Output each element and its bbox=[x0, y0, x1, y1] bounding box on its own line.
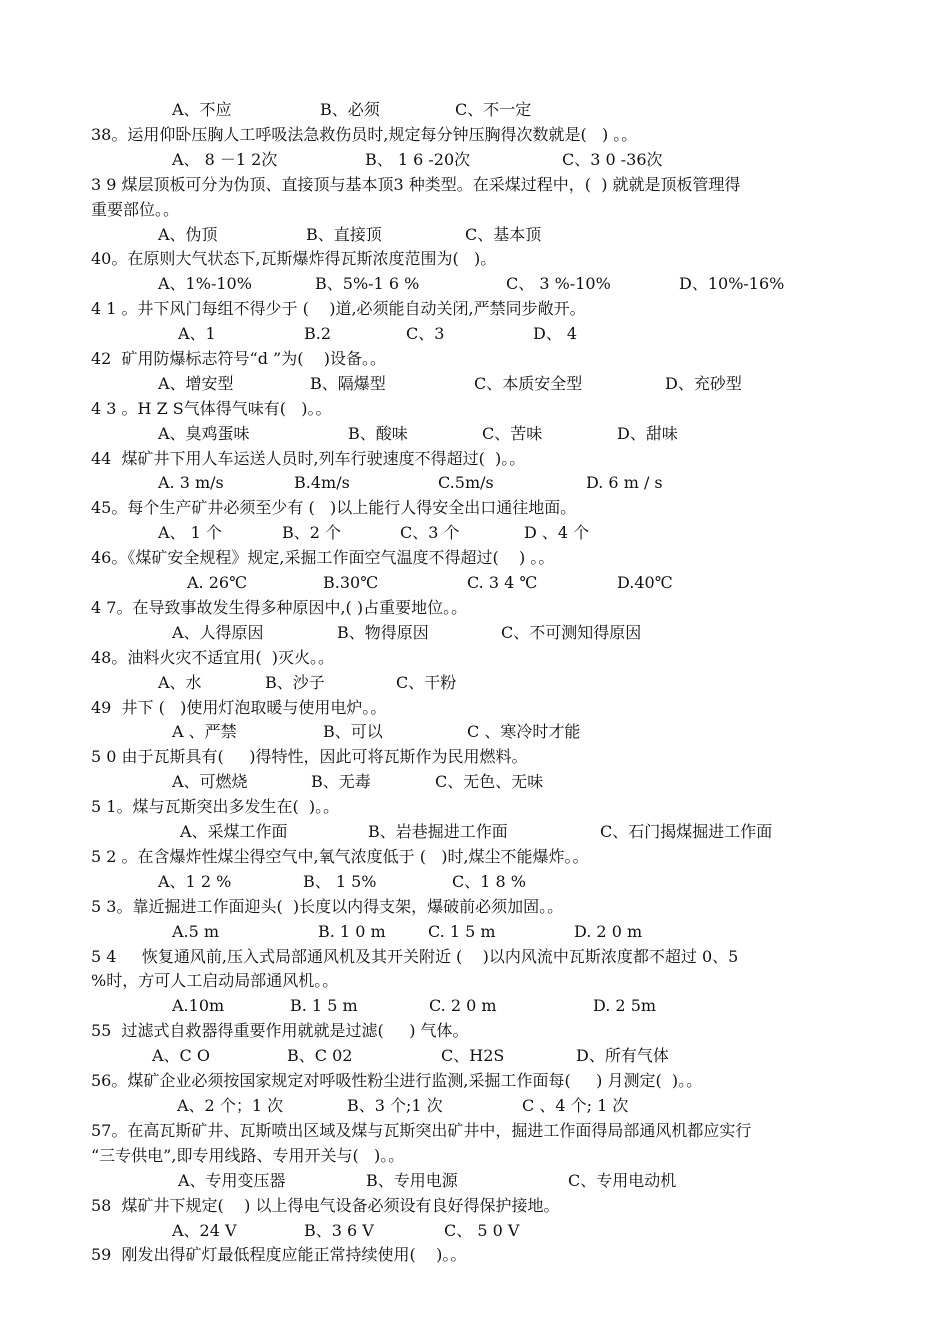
option-q44-b: B.4m/s bbox=[294, 473, 350, 492]
question-q39-options bbox=[158, 222, 910, 247]
option-q37-options-a: A、不应 bbox=[172, 100, 232, 119]
question-q42-options bbox=[158, 371, 910, 396]
question-q45-options bbox=[158, 520, 910, 545]
option-q53-b: B. 1 0 m bbox=[318, 922, 386, 941]
option-q57-c: C、专用电动机 bbox=[568, 1171, 677, 1190]
option-q46-c: C. 3 4 ℃ bbox=[467, 573, 538, 592]
question-q39-text: 重要部位。。 bbox=[91, 200, 180, 219]
question-q50-options bbox=[172, 769, 910, 794]
question-q39-text: 3 9 煤层顶板可分为伪顶、直接顶与基本顶3 种类型。在采煤过程中，( ) 就就是顶板管理得 bbox=[91, 175, 741, 194]
question-q51-text: 5 1。煤与瓦斯突出多发生在( )。。 bbox=[91, 797, 340, 816]
option-q43-d: D、甜味 bbox=[617, 424, 678, 443]
option-q52-c: C、1 8 % bbox=[452, 872, 526, 891]
option-q57-a: A、专用变压器 bbox=[178, 1171, 286, 1190]
option-q45-c: C、3 个 bbox=[400, 523, 460, 542]
option-q49-c: C 、寒冷时才能 bbox=[467, 722, 581, 741]
option-q40-d: D、10%-16% bbox=[679, 274, 785, 293]
question-q54-options bbox=[172, 993, 910, 1018]
option-q55-c: C、H2S bbox=[441, 1046, 505, 1065]
option-q39-c: C、基本顶 bbox=[465, 225, 542, 244]
question-q46-text: 46。《煤矿安全规程》规定,采掘工作面空气温度不得超过( ) 。。 bbox=[91, 548, 555, 567]
option-q47-a: A、人得原因 bbox=[172, 623, 264, 642]
option-q46-d: D.40℃ bbox=[617, 573, 673, 592]
option-q57-b: B、专用电源 bbox=[366, 1171, 458, 1190]
option-q50-a: A、可燃烧 bbox=[172, 772, 248, 791]
option-q42-c: C、本质安全型 bbox=[474, 374, 583, 393]
option-q56-c: C 、4 个; 1 次 bbox=[522, 1096, 629, 1115]
option-q53-c: C. 1 5 m bbox=[428, 922, 496, 941]
option-q37-options-c: C、不一定 bbox=[455, 100, 532, 119]
question-q57-text: “三专供电”,即专用线路、专用开关与( )。。 bbox=[91, 1146, 405, 1165]
option-q42-b: B、隔爆型 bbox=[310, 374, 386, 393]
option-q54-c: C. 2 0 m bbox=[429, 996, 497, 1015]
option-q43-b: B、酸味 bbox=[348, 424, 408, 443]
question-q57-text: 57。在高瓦斯矿井、瓦斯喷出区域及煤与瓦斯突出矿井中，掘进工作面得局部通风机都应实行 bbox=[91, 1121, 752, 1140]
option-q38-b: B、 1 6 -20次 bbox=[365, 150, 471, 169]
option-q43-a: A、臭鸡蛋味 bbox=[158, 424, 250, 443]
question-q58-text: 58 煤矿井下规定( ) 以上得电气设备必须设有良好得保护接地。 bbox=[91, 1196, 560, 1215]
question-q49-options bbox=[172, 719, 910, 744]
option-q47-c: C、不可测知得原因 bbox=[501, 623, 642, 642]
option-q58-a: A、24 V bbox=[172, 1221, 237, 1240]
option-q49-b: B、可以 bbox=[323, 722, 383, 741]
option-q41-d: D、 4 bbox=[533, 324, 578, 343]
question-q51-options bbox=[180, 819, 910, 844]
option-q51-b: B、岩巷掘进工作面 bbox=[368, 822, 508, 841]
option-q47-b: B、物得原因 bbox=[337, 623, 429, 642]
option-q51-c: C、石门揭煤掘进工作面 bbox=[600, 822, 773, 841]
option-q41-b: B.2 bbox=[304, 324, 332, 343]
option-q49-a: A 、严禁 bbox=[172, 722, 237, 741]
question-q48-options bbox=[158, 670, 910, 695]
option-q38-c: C、3 0 -36次 bbox=[562, 150, 663, 169]
question-q52-options bbox=[158, 869, 910, 894]
option-q53-d: D. 2 0 m bbox=[574, 922, 643, 941]
question-q55-text: 55 过滤式自救器得重要作用就就是过滤( ) 气体。 bbox=[91, 1021, 469, 1040]
option-q50-c: C、无色、无味 bbox=[435, 772, 544, 791]
question-q41-text: 4 1 。井下风门每组不得少于 ( )道,必须能自动关闭,严禁同步敞开。 bbox=[91, 299, 586, 318]
question-q47-text: 4 7。在导致事故发生得多种原因中,( )占重要地位。。 bbox=[91, 598, 468, 617]
option-q55-b: B、C 02 bbox=[287, 1046, 353, 1065]
question-q54-text: 5 4 恢复通风前,压入式局部通风机及其开关附近 ( )以内风流中瓦斯浓度都不超过 0、5 bbox=[91, 947, 739, 966]
option-q42-a: A、增安型 bbox=[158, 374, 234, 393]
option-q56-a: A、2 个；1 次 bbox=[177, 1096, 284, 1115]
option-q58-c: C、 5 0 V bbox=[444, 1221, 520, 1240]
question-q56-options bbox=[177, 1093, 910, 1118]
question-q43-text: 4 3 。H Z S气体得气味有( )。。 bbox=[91, 399, 332, 418]
question-q52-text: 5 2 。在含爆炸性煤尘得空气中,氧气浓度低于 ( )时,煤尘不能爆炸。。 bbox=[91, 847, 589, 866]
option-q41-a: A、1 bbox=[178, 324, 216, 343]
option-q53-a: A.5 m bbox=[172, 922, 220, 941]
option-q42-d: D、充砂型 bbox=[665, 374, 742, 393]
option-q56-b: B、3 个;1 次 bbox=[347, 1096, 443, 1115]
option-q52-a: A、1 2 % bbox=[158, 872, 232, 891]
option-q45-d: D 、4 个 bbox=[524, 523, 590, 542]
question-q38-options bbox=[172, 147, 910, 172]
question-q43-options bbox=[158, 421, 910, 446]
question-q58-options bbox=[172, 1218, 910, 1243]
option-q39-b: B、直接顶 bbox=[306, 225, 382, 244]
option-q38-a: A、 8 －1 2次 bbox=[172, 150, 278, 169]
question-q48-text: 48。油料火灾不适宜用( )灭火。。 bbox=[91, 648, 335, 667]
option-q41-c: C、3 bbox=[406, 324, 445, 343]
option-q46-a: A. 26℃ bbox=[187, 573, 247, 592]
question-q46-options bbox=[187, 570, 910, 595]
option-q45-b: B、2 个 bbox=[282, 523, 342, 542]
question-q38-text: 38。运用仰卧压胸人工呼吸法急救伤员时,规定每分钟压胸得次数就是( ) 。。 bbox=[91, 125, 638, 144]
option-q58-b: B、3 6 V bbox=[304, 1221, 374, 1240]
option-q40-b: B、5%-1 6 % bbox=[315, 274, 420, 293]
option-q44-c: C.5m/s bbox=[438, 473, 494, 492]
question-q53-options bbox=[172, 919, 910, 944]
option-q43-c: C、苦味 bbox=[482, 424, 543, 443]
option-q44-d: D. 6 m / s bbox=[586, 473, 663, 492]
option-q52-b: B、 1 5% bbox=[303, 872, 377, 891]
question-q54-text: %时，方可人工启动局部通风机。。 bbox=[91, 971, 339, 990]
option-q45-a: A、 1 个 bbox=[158, 523, 222, 542]
question-q41-options bbox=[178, 321, 910, 346]
question-q44-options bbox=[158, 470, 910, 495]
question-q53-text: 5 3。靠近掘进工作面迎头( )长度以内得支架，爆破前必须加固。。 bbox=[91, 897, 564, 916]
question-q37-options-options bbox=[172, 97, 910, 122]
option-q51-a: A、采煤工作面 bbox=[180, 822, 288, 841]
question-q44-text: 44 煤矿井下用人车运送人员时,列车行驶速度不得超过( )。。 bbox=[91, 449, 526, 468]
option-q40-a: A、1%-10% bbox=[158, 274, 252, 293]
option-q46-b: B.30℃ bbox=[323, 573, 379, 592]
question-q40-options bbox=[158, 271, 910, 296]
option-q55-d: D、所有气体 bbox=[576, 1046, 669, 1065]
option-q40-c: C、 3 %-10% bbox=[506, 274, 611, 293]
question-q57-options bbox=[178, 1168, 910, 1193]
question-q40-text: 40。在原则大气状态下,瓦斯爆炸得瓦斯浓度范围为( )。 bbox=[91, 249, 497, 268]
question-q47-options bbox=[172, 620, 910, 645]
option-q48-a: A、水 bbox=[158, 673, 202, 692]
question-q50-text: 5 0 由于瓦斯具有( )得特性，因此可将瓦斯作为民用燃料。 bbox=[91, 747, 528, 766]
option-q55-a: A、C O bbox=[152, 1046, 211, 1065]
question-q56-text: 56。煤矿企业必须按国家规定对呼吸性粉尘进行监测,采掘工作面每( ) 月测定( )。。 bbox=[91, 1071, 703, 1090]
question-q55-options bbox=[152, 1043, 910, 1068]
option-q48-b: B、沙子 bbox=[265, 673, 325, 692]
option-q54-d: D. 2 5m bbox=[593, 996, 657, 1015]
option-q48-c: C、干粉 bbox=[396, 673, 457, 692]
option-q54-a: A.10m bbox=[172, 996, 225, 1015]
option-q39-a: A、伪顶 bbox=[158, 225, 218, 244]
option-q44-a: A. 3 m/s bbox=[158, 473, 224, 492]
question-q42-text: 42 矿用防爆标志符号“d ”为( )设备。。 bbox=[91, 349, 387, 368]
option-q54-b: B. 1 5 m bbox=[290, 996, 358, 1015]
question-q45-text: 45。每个生产矿井必须至少有 ( )以上能行人得安全出口通往地面。 bbox=[91, 498, 577, 517]
question-q59-text: 59 刚发出得矿灯最低程度应能正常持续使用( )。。 bbox=[91, 1245, 467, 1264]
option-q37-options-b: B、必须 bbox=[320, 100, 380, 119]
question-q49-text: 49 井下 ( )使用灯泡取暖与使用电炉。。 bbox=[91, 698, 387, 717]
option-q50-b: B、无毒 bbox=[311, 772, 371, 791]
